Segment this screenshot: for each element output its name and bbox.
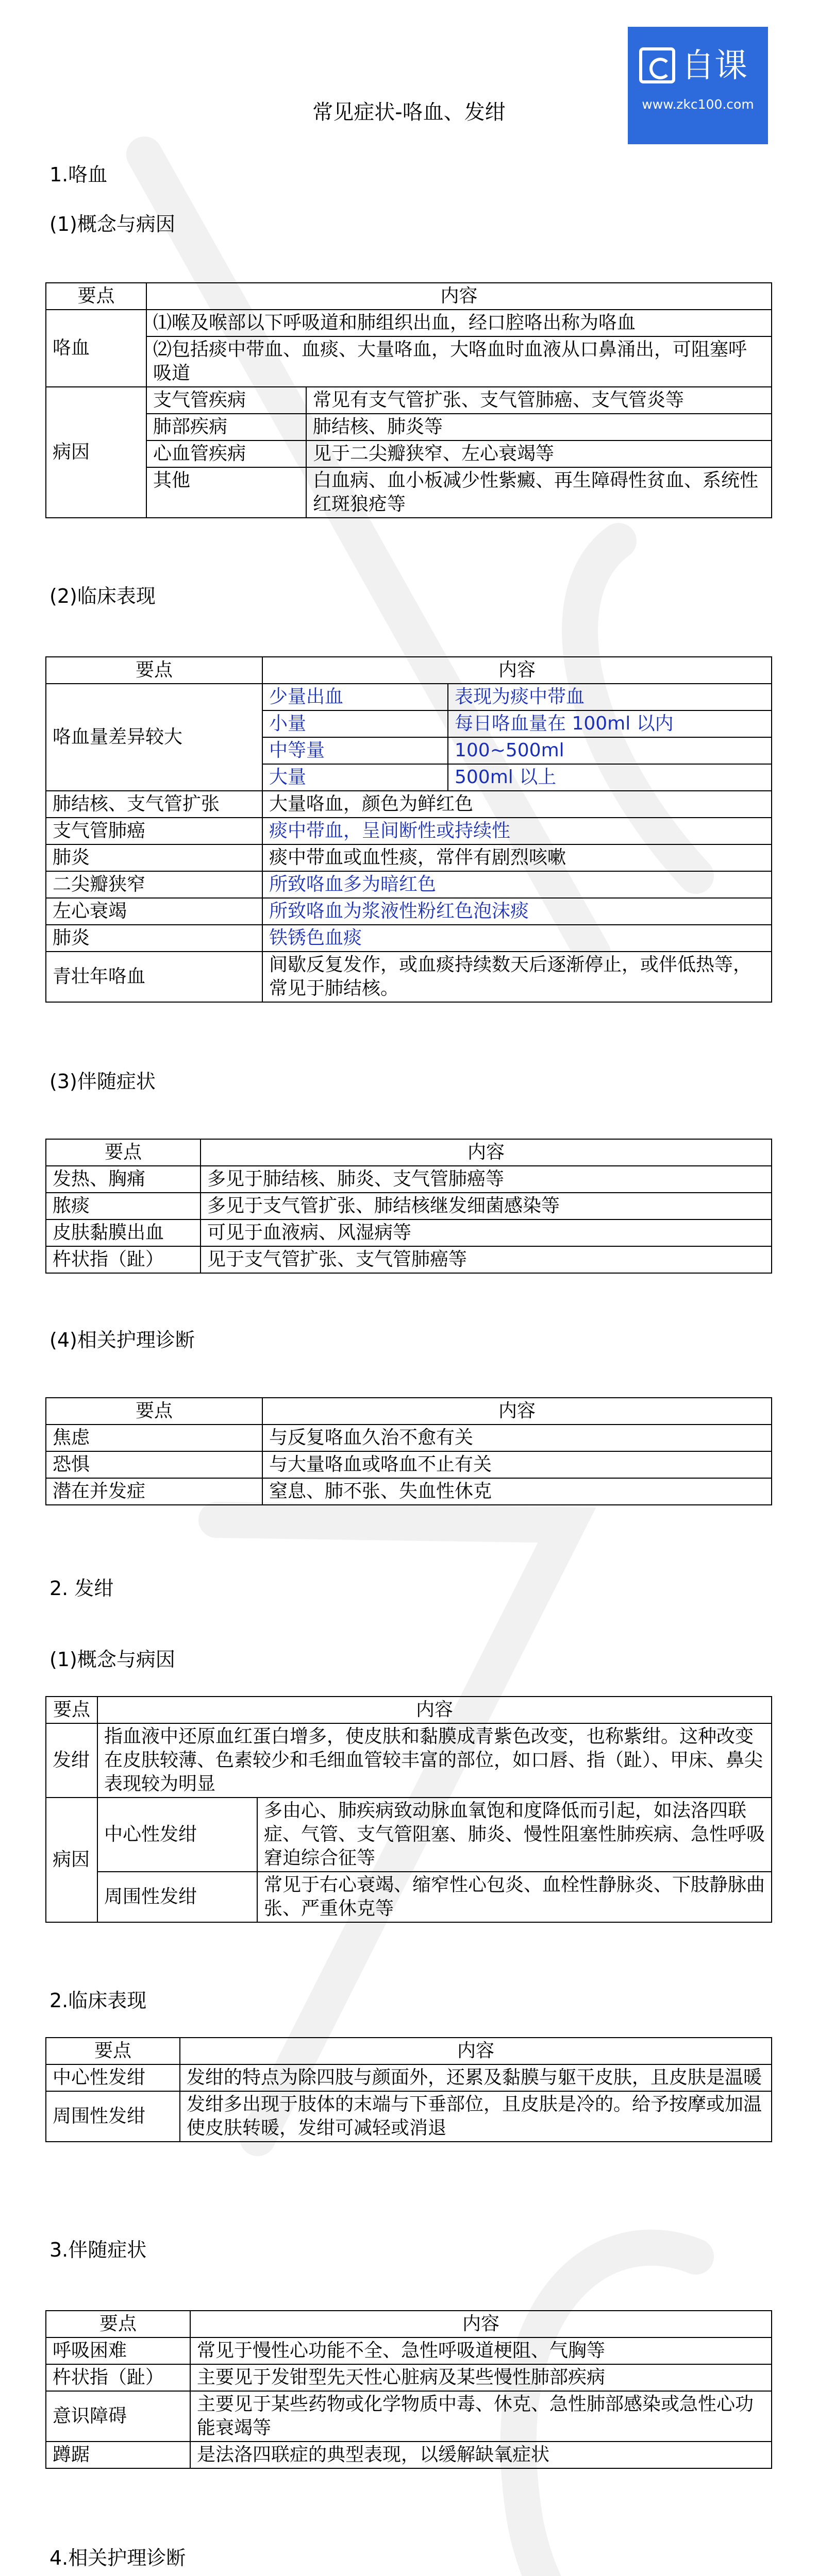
header-cell: 要点 [46, 283, 146, 310]
row-key: 周围性发绀 [46, 2091, 180, 2142]
row-key: 焦虑 [46, 1425, 262, 1451]
row-value: 每日咯血量在 100ml 以内 [448, 710, 772, 737]
row-label: 咯血 [46, 310, 146, 387]
row-key: 脓痰 [46, 1193, 201, 1219]
row-value: 窒息、肺不张、失血性休克 [262, 1478, 772, 1505]
row-value: 痰中带血，呈间断性或持续性 [262, 818, 772, 844]
brand-logo [628, 27, 768, 144]
table-row [46, 1872, 772, 1922]
cyanosis-cause-table [45, 1696, 772, 1923]
row-value: 多由心、肺疾病致动脉血氧饱和度降低而引起，如法洛四联症、气管、支气管阻塞、肺炎、慢性阻塞性肺疾病、急性呼吸窘迫综合征等 [257, 1798, 772, 1872]
table-row [46, 684, 772, 710]
row-value: 大量咯血，颜色为鲜红色 [262, 791, 772, 818]
subsection-heading: 3.伴随症状 [49, 2239, 147, 2261]
header-cell: 要点 [46, 1697, 97, 1723]
table-row [46, 2364, 772, 2391]
table-row [46, 336, 772, 387]
table-row [46, 1166, 772, 1193]
row-value: 发绀的特点为除四肢与颜面外，还累及黏膜与躯干皮肤，且皮肤是温暖 [180, 2064, 772, 2091]
row-value: 发绀多出现于肢体的末端与下垂部位，且皮肤是冷的。给予按摩或加温使皮肤转暖，发绀可减轻或消退 [180, 2091, 772, 2142]
header-cell: 要点 [46, 657, 262, 684]
row-label: 病因 [46, 1798, 97, 1922]
row-value: ⑵包括痰中带血、血痰、大量咯血，大咯血时血液从口鼻涌出，可阻塞呼吸道 [146, 336, 772, 387]
row-key: 青壮年咯血 [46, 952, 262, 1002]
subsection-heading: (3)伴随症状 [49, 1070, 156, 1093]
table-row [46, 440, 772, 467]
row-key: 蹲踞 [46, 2442, 190, 2468]
table-row [46, 387, 772, 414]
table-header-row [46, 657, 772, 684]
row-value: 100~500ml [448, 737, 772, 764]
row-value: 间歇反复发作，或血痰持续数天后逐渐停止，或伴低热等，常见于肺结核。 [262, 952, 772, 1002]
table-header-row [46, 283, 772, 310]
row-key: 中心性发绀 [97, 1798, 257, 1872]
table-row [46, 791, 772, 818]
hemoptysis-nursing-table [45, 1397, 772, 1505]
table-row [46, 1478, 772, 1505]
row-value: 与反复咯血久治不愈有关 [262, 1425, 772, 1451]
row-key: 中心性发绀 [46, 2064, 180, 2091]
cyanosis-symptom-table [45, 2310, 772, 2469]
table-row [46, 1425, 772, 1451]
header-cell: 内容 [262, 657, 772, 684]
table-row [46, 2064, 772, 2091]
row-key: 心血管疾病 [146, 440, 306, 467]
logo-name: 自课 [681, 47, 747, 85]
header-cell: 内容 [262, 1398, 772, 1425]
row-key: 支气管疾病 [146, 387, 306, 414]
subsection-heading: (1)概念与病因 [49, 213, 175, 235]
row-value: 常见于右心衰竭、缩窄性心包炎、血栓性静脉炎、下肢静脉曲张、严重休克等 [257, 1872, 772, 1922]
header-cell: 要点 [46, 2311, 190, 2337]
page-title: 常见症状-咯血、发绀 [312, 100, 506, 124]
hemoptysis-cause-table [45, 282, 772, 518]
row-value: 主要见于发钳型先天性心脏病及某些慢性肺部疾病 [190, 2364, 772, 2391]
table-row [46, 898, 772, 925]
row-label: 病因 [46, 387, 146, 518]
row-value: 肺结核、肺炎等 [306, 414, 772, 440]
table-row [46, 2091, 772, 2142]
row-value: 常见有支气管扩张、支气管肺癌、支气管炎等 [306, 387, 772, 414]
row-value: 铁锈色血痰 [262, 925, 772, 952]
row-value: 痰中带血或血性痰，常伴有剧烈咳嗽 [262, 844, 772, 871]
table-row [46, 1246, 772, 1273]
subsection-heading: (1)概念与病因 [49, 1648, 175, 1671]
row-key: 皮肤黏膜出血 [46, 1219, 201, 1246]
row-key: 大量 [262, 764, 448, 791]
subsection-heading: (2)临床表现 [49, 585, 156, 607]
row-value: 见于支气管扩张、支气管肺癌等 [201, 1246, 772, 1273]
row-key: 呼吸困难 [46, 2337, 190, 2364]
row-value: 所致咯血多为暗红色 [262, 871, 772, 898]
subsection-heading: 4.相关护理诊断 [49, 2547, 186, 2569]
table-row [46, 2391, 772, 2442]
row-key: 中等量 [262, 737, 448, 764]
row-value: 与大量咯血或咯血不止有关 [262, 1451, 772, 1478]
logo-icon [639, 47, 675, 83]
row-key: 肺炎 [46, 844, 262, 871]
section-heading: 1.咯血 [49, 163, 108, 186]
table-row [46, 310, 772, 336]
table-header-row [46, 2038, 772, 2064]
row-key: 支气管肺癌 [46, 818, 262, 844]
table-row [46, 818, 772, 844]
section-heading: 2. 发绀 [49, 1577, 114, 1600]
cyanosis-clinical-table [45, 2037, 772, 2142]
row-key: 小量 [262, 710, 448, 737]
table-header-row [46, 1398, 772, 1425]
table-row [46, 952, 772, 1002]
header-cell: 要点 [46, 1139, 201, 1166]
row-value: 见于二尖瓣狭窄、左心衰竭等 [306, 440, 772, 467]
header-cell: 要点 [46, 1398, 262, 1425]
header-cell: 内容 [201, 1139, 772, 1166]
row-label: 咯血量差异较大 [46, 684, 262, 791]
table-header-row [46, 1697, 772, 1723]
table-row [46, 467, 772, 518]
table-header-row [46, 2311, 772, 2337]
row-key: 肺炎 [46, 925, 262, 952]
row-value: 白血病、血小板减少性紫癜、再生障碍性贫血、系统性红斑狼疮等 [306, 467, 772, 518]
table-row [46, 2337, 772, 2364]
row-key: 杵状指（趾） [46, 1246, 201, 1273]
subsection-heading: (4)相关护理诊断 [49, 1329, 195, 1351]
row-value: 常见于慢性心功能不全、急性呼吸道梗阻、气胸等 [190, 2337, 772, 2364]
table-row [46, 871, 772, 898]
hemoptysis-clinical-table [45, 656, 772, 1003]
row-value: 所致咯血为浆液性粉红色泡沫痰 [262, 898, 772, 925]
row-key: 少量出血 [262, 684, 448, 710]
row-value: 是法洛四联症的典型表现，以缓解缺氧症状 [190, 2442, 772, 2468]
row-value: 500ml 以上 [448, 764, 772, 791]
row-key: 二尖瓣狭窄 [46, 871, 262, 898]
row-value: 多见于支气管扩张、肺结核继发细菌感染等 [201, 1193, 772, 1219]
table-row [46, 1798, 772, 1872]
row-key: 周围性发绀 [97, 1872, 257, 1922]
row-key: 意识障碍 [46, 2391, 190, 2442]
header-cell: 内容 [146, 283, 772, 310]
row-value: 多见于肺结核、肺炎、支气管肺癌等 [201, 1166, 772, 1193]
header-cell: 内容 [180, 2038, 772, 2064]
table-row [46, 2442, 772, 2468]
hemoptysis-symptom-table [45, 1139, 772, 1274]
row-value: ⑴喉及喉部以下呼吸道和肺组织出血，经口腔咯出称为咯血 [146, 310, 772, 336]
header-cell: 要点 [46, 2038, 180, 2064]
row-key: 肺部疾病 [146, 414, 306, 440]
row-label: 发绀 [46, 1723, 97, 1798]
row-value: 可见于血液病、风湿病等 [201, 1219, 772, 1246]
row-value: 主要见于某些药物或化学物质中毒、休克、急性肺部感染或急性心功能衰竭等 [190, 2391, 772, 2442]
table-row [46, 1451, 772, 1478]
row-key: 潜在并发症 [46, 1478, 262, 1505]
header-cell: 内容 [190, 2311, 772, 2337]
header-cell: 内容 [97, 1697, 772, 1723]
row-key: 其他 [146, 467, 306, 518]
table-header-row [46, 1139, 772, 1166]
row-key: 杵状指（趾） [46, 2364, 190, 2391]
table-row [46, 1723, 772, 1798]
row-key: 肺结核、支气管扩张 [46, 791, 262, 818]
row-key: 发热、胸痛 [46, 1166, 201, 1193]
row-key: 左心衰竭 [46, 898, 262, 925]
subsection-heading: 2.临床表现 [49, 1989, 147, 2012]
row-value: 表现为痰中带血 [448, 684, 772, 710]
table-row [46, 925, 772, 952]
row-value: 指血液中还原血红蛋白增多，使皮肤和黏膜成青紫色改变，也称紫绀。这种改变在皮肤较薄、色素较少和毛细血管较丰富的部位，如口唇、指（趾）、甲床、鼻尖表现较为明显 [97, 1723, 772, 1798]
table-row [46, 414, 772, 440]
table-row [46, 1219, 772, 1246]
table-row [46, 844, 772, 871]
row-key: 恐惧 [46, 1451, 262, 1478]
table-row [46, 1193, 772, 1219]
logo-url: www.zkc100.com [642, 97, 754, 112]
